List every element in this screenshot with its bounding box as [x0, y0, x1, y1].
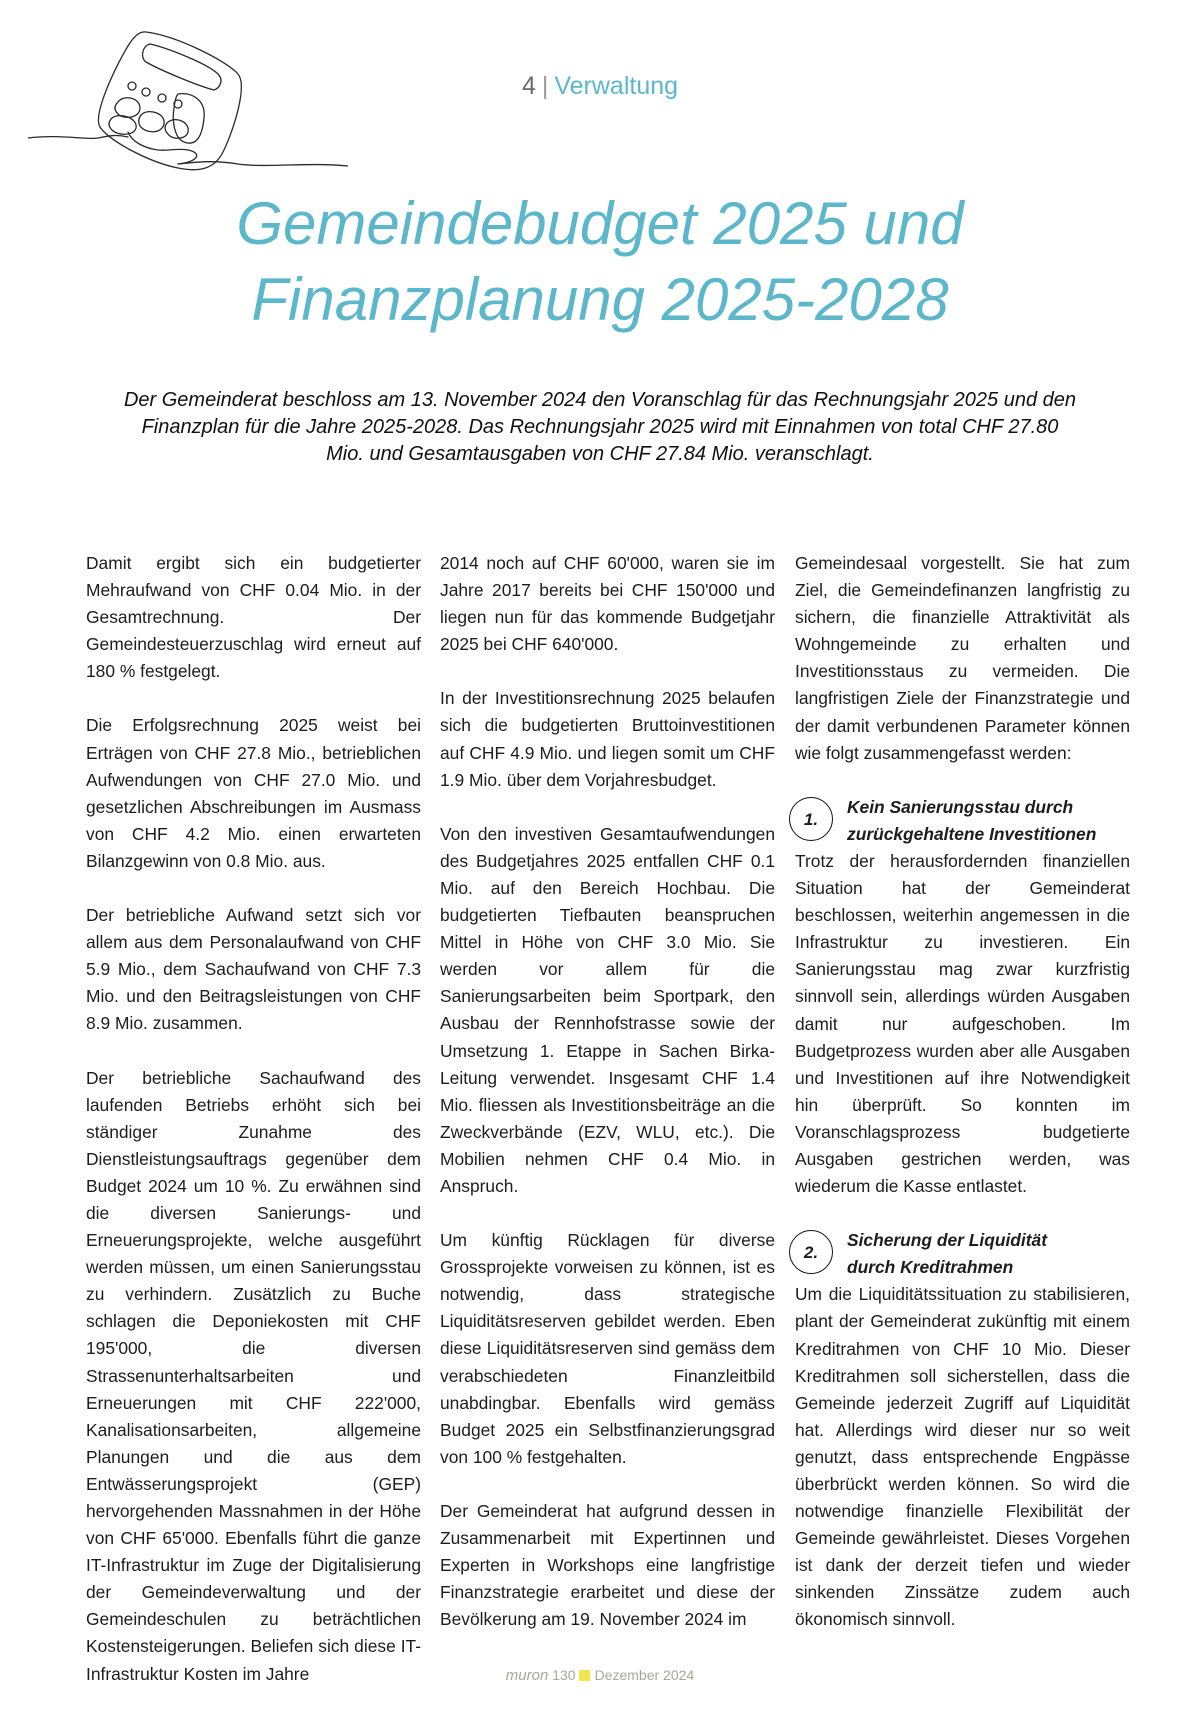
paragraph: Der Gemeinderat hat aufgrund dessen in Zusammenarbeit mit Expertinnen und Experten in Workshops eine langfristige Finanzstrategie erarbeitet und diese der Bevölkerung am 19. November 2024 im: [440, 1500, 775, 1630]
section-name: Verwaltung: [554, 72, 679, 100]
square-icon: [579, 1670, 590, 1681]
text-column-1: [86, 550, 421, 1715]
issue-date: Dezember 2024: [594, 1667, 695, 1683]
goal-heading: [795, 794, 1130, 848]
page-title: [0, 186, 1200, 338]
section-number: 4: [521, 72, 536, 100]
magazine-name: muron: [505, 1667, 549, 1684]
goal-title-line-2: durch Kreditrahmen: [847, 1257, 1014, 1278]
paragraph: Die Erfolgsrechnung 2025 weist bei Erträgen von CHF 27.8 Mio., betrieblichen Aufwendungen von CHF 27.0 Mio. und gesetzlichen Abschreibungen im Ausmass von CHF 4.2 Mio. einen erwarteten Bilanzgewinn von 0.8 Mio. aus.: [86, 715, 421, 871]
paragraph: Um künftig Rücklagen für diverse Grossprojekte vorweisen zu können, ist es notwendig, dass strategische Liquiditätsreserven gebildet werden. Eben diese Liquiditätsreserven sind gemäss dem verabschiedeten Finanzleitbild unabdingbar. Ebenfalls wird gemäss Budget 2025 ein Selbstfinanzierungsgrad von 100 % festgehalten.: [440, 1230, 775, 1467]
paragraph: Gemeindesaal vorgestellt. Sie hat zum Ziel, die Gemeindefinanzen langfristig zu sichern, die finanzielle Attraktivität als Wohngemeinde zu erhalten und Investitionsstaus zu vermeiden. Die langfristigen Ziele der Finanzstrategie und der damit verbundenen Parameter können wie folgt zusammengefasst werden:: [795, 553, 1130, 763]
goal-text: Trotz der herausfordernden finanziellen Situation hat der Gemeinderat beschlossen, weiterhin angemessen in die Infrastruktur zu investieren. Ein Sanierungsstau mag zwar kurzfristig sinnvoll sein, allerdings würden Ausgaben damit nur aufgeschoben. Im Budgetprozess wurden aber alle Ausgaben und Investitionen auf ihre Notwendigkeit hin überprüft. So konnten im Voranschlagsprozess budgetierte Ausgaben gestrichen werden, was wiederum die Kasse entlastet.: [795, 850, 1130, 1197]
title-line-2: Finanzplanung 2025-2028: [251, 266, 949, 333]
goal-item: [795, 794, 1130, 1200]
paragraph: Der betriebliche Sachaufwand des laufenden Betriebs erhöht sich bei ständiger Zunahme des Dienstleistungsauftrags gegenüber dem Budget 2024 um 10 %. Zu erwähnen sind die diversen Sanierungs- und Erneuerungsprojekte, welche ausgeführt werden müssen, um einen Sanierungsstau zu verhindern. Zusätzlich zu Buche schlagen die Deponiekosten mit CHF 195'000, die diversen Strassenunterhaltsarbeiten und Erneuerungen mit CHF 222'000, Kanalisationsarbeiten, allgemeine Planungen und die aus dem Entwässerungsprojekt (GEP) hervorgehenden Massnahmen in der Höhe von CHF 65'000. Ebenfalls führt die ganze IT-Infrastruktur im Zuge der Digitalisierung der Gemeindeverwaltung und der Gemeindeschulen zu beträchtlichen Kostensteigerungen. Beliefen sich diese IT-Infrastruktur Kosten im Jahre: [86, 1067, 421, 1684]
section-header: [0, 72, 1200, 101]
paragraph: Damit ergibt sich ein budgetierter Mehraufwand von CHF 0.04 Mio. in der Gesamtrechnung. Der Gemeindesteuerzuschlag wird erneut auf 180 % festgelegt.: [86, 553, 421, 682]
page-footer: [0, 1667, 1200, 1684]
title-line-1: Gemeindebudget 2025 und: [236, 190, 964, 257]
calculator-icon: [28, 22, 348, 182]
goal-title-line-2: zurückgehaltene Investitionen: [847, 823, 1097, 844]
goal-title-line-1: Sicherung der Liquidität: [847, 1230, 1048, 1251]
paragraph: In der Investitionsrechnung 2025 belaufen sich die budgetierten Bruttoinvestitionen auf CHF 4.9 Mio. und liegen somit um CHF 1.9 Mio. über dem Vorjahresbudget.: [440, 688, 775, 790]
goal-number-badge: 2.: [789, 1230, 833, 1274]
paragraph: 2014 noch auf CHF 60'000, waren sie im Jahre 2017 bereits bei CHF 150'000 und liegen nun für das kommende Budgetjahr 2025 bei CHF 640'000.: [440, 553, 775, 655]
lead-paragraph: Der Gemeinderat beschloss am 13. November 2024 den Voranschlag für das Rechnungsjahr 2025 und den Finanzplan für die Jahre 2025-2028. Das Rechnungsjahr 2025 wird mit Einnahmen von total CHF 27.80 Mio. und Gesamtausgaben von CHF 27.84 Mio. veranschlagt.: [123, 389, 1077, 465]
goal-title-line-1: Kein Sanierungsstau durch: [847, 796, 1074, 817]
text-column-3: [795, 550, 1130, 1661]
goal-item: [795, 1227, 1130, 1633]
issue-number: 130: [552, 1667, 576, 1683]
paragraph: Der betriebliche Aufwand setzt sich vor allem aus dem Personalaufwand von CHF 5.9 Mio., dem Sachaufwand von CHF 7.3 Mio. und den Beitragsleistungen von CHF 8.9 Mio. zusammen.: [86, 905, 421, 1034]
text-column-2: [440, 550, 775, 1660]
goal-heading: [795, 1227, 1130, 1281]
goal-text: Um die Liquiditätssituation zu stabilisieren, plant der Gemeinderat zukünftig mit einem Kreditrahmen von CHF 10 Mio. Dieser Kreditrahmen soll sicherstellen, dass die Gemeinde jederzeit Zugriff auf Liquidität hat. Allerdings wird dieser nur so weit genutzt, dass entsprechende Engpässe überbrückt werden können. So wird die notwendige finanzielle Flexibilität der Gemeinde gewährleistet. Dieses Vorgehen ist dank der derzeit tiefen und wieder sinkenden Zinssätze zudem auch ökonomisch sinnvoll.: [795, 1284, 1130, 1630]
paragraph: Von den investiven Gesamtaufwendungen des Budgetjahres 2025 entfallen CHF 0.1 Mio. auf den Bereich Hochbau. Die budgetierten Tiefbauten beanspruchen Mittel in Höhe von CHF 3.0 Mio. Sie werden vor allem für die Sanierungsarbeiten beim Sportpark, den Ausbau der Rennhofstrasse sowie der Umsetzung 1. Etappe in Sachen Birka-Leitung verwendet. Insgesamt CHF 1.4 Mio. fliessen als Investitionsbeiträge an die Zweckverbände (EZV, WLU, etc.). Die Mobilien nehmen CHF 0.4 Mio. in Anspruch.: [440, 823, 775, 1196]
section-separator: |: [541, 72, 549, 100]
goal-number-badge: 1.: [789, 797, 833, 841]
